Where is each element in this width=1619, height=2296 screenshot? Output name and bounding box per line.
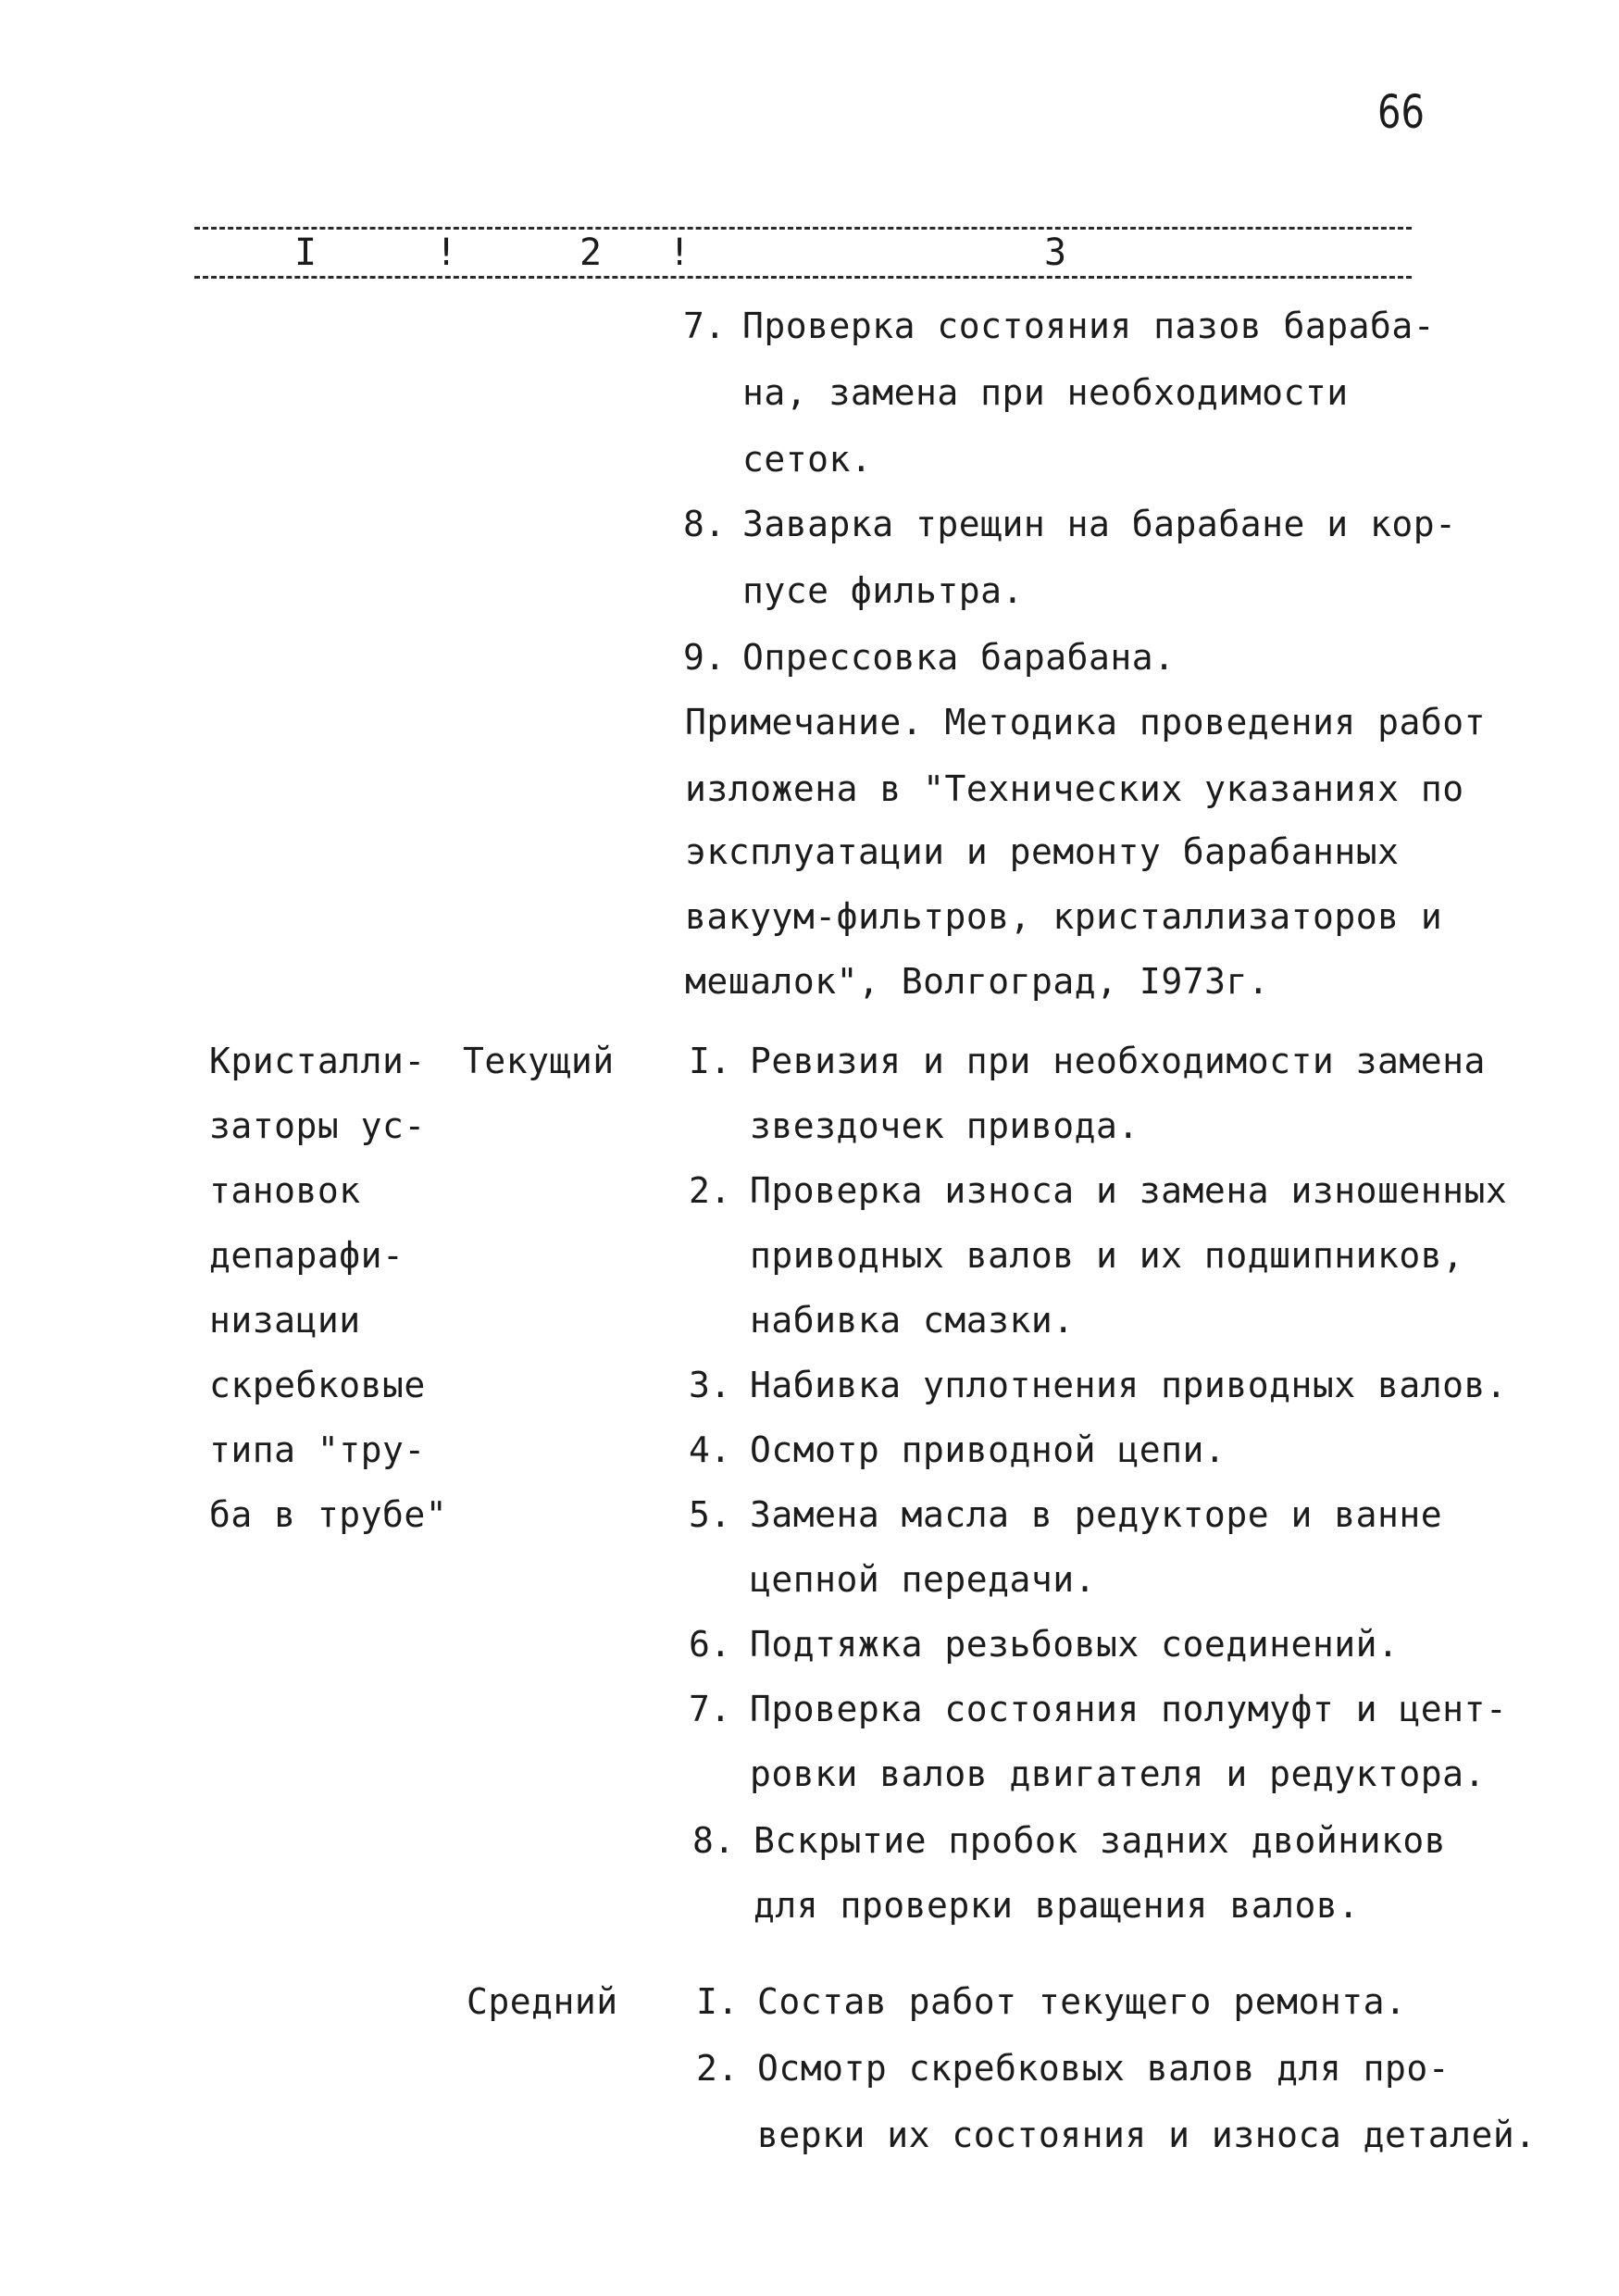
table-header-col3: 3 xyxy=(1044,231,1067,274)
item-number: I. xyxy=(696,1981,739,2022)
equipment-line: типа "тру- xyxy=(209,1429,426,1470)
item-number: 4. xyxy=(689,1429,731,1470)
note-line: эксплуатации и ремонту барабанных xyxy=(685,831,1400,872)
item-text-line: верки их состояния и износа деталей. xyxy=(757,2115,1537,2155)
equipment-line: заторы ус- xyxy=(209,1105,426,1146)
item-text-line: ровки валов двигателя и редуктора. xyxy=(750,1753,1486,1794)
item-text-line: для проверки вращения валов. xyxy=(753,1885,1360,1926)
item-text-line: Осмотр приводной цепи. xyxy=(750,1429,1227,1470)
item-text-line: на, замена при необходимости xyxy=(742,372,1349,413)
item-text-line: Осмотр скребковых валов для про- xyxy=(757,2048,1451,2089)
repair-type: Средний xyxy=(467,1981,618,2022)
note-line: Примечание. Методика проведения работ xyxy=(685,702,1486,742)
item-number: 7. xyxy=(689,1689,731,1729)
repair-type: Текущий xyxy=(463,1041,615,1081)
table-header-col1: I xyxy=(294,231,318,274)
item-number: 6. xyxy=(689,1624,731,1665)
note-line: мешалок", Волгоград, I973г. xyxy=(685,961,1270,1002)
item-text-line: Подтяжка резьбовых соединений. xyxy=(750,1624,1400,1665)
item-number: I. xyxy=(689,1041,731,1081)
equipment-line: ба в трубе" xyxy=(209,1494,448,1535)
page-number: 66 xyxy=(1377,85,1425,139)
table-header-col2: 2 xyxy=(579,231,603,274)
table-rule-top xyxy=(194,227,1412,230)
item-text-line: Проверка износа и замена изношенных xyxy=(750,1170,1508,1211)
item-text-line: Проверка состояния полумуфт и цент- xyxy=(750,1689,1508,1729)
item-text-line: Заварка трещин на барабане и кор- xyxy=(742,504,1457,544)
item-text-line: Ревизия и при необходимости замена xyxy=(750,1041,1486,1081)
item-number: 7. xyxy=(683,306,726,346)
item-text-line: набивка смазки. xyxy=(750,1300,1075,1341)
item-text-line: цепной передачи. xyxy=(750,1559,1097,1600)
item-number: 8. xyxy=(683,504,726,544)
item-text-line: звездочек привода. xyxy=(750,1105,1140,1146)
table-rule-bottom xyxy=(194,276,1412,279)
table-header-sep2: ! xyxy=(668,231,691,274)
item-text-line: пусе фильтра. xyxy=(742,570,1024,611)
equipment-line: Кристалли- xyxy=(209,1041,426,1081)
item-number: 3. xyxy=(689,1365,731,1405)
note-line: изложена в "Технических указаниях по xyxy=(685,768,1464,809)
equipment-line: депарафи- xyxy=(209,1235,405,1276)
item-number: 5. xyxy=(689,1494,731,1535)
equipment-line: тановок xyxy=(209,1170,361,1211)
item-text-line: сеток. xyxy=(742,439,873,480)
item-text-line: Набивка уплотнения приводных валов. xyxy=(750,1365,1508,1405)
item-text-line: Проверка состояния пазов бараба- xyxy=(742,306,1436,346)
equipment-line: низации xyxy=(209,1300,361,1341)
table-header-sep1: ! xyxy=(435,231,458,274)
item-text-line: Опрессовка барабана. xyxy=(742,637,1176,678)
item-text-line: Замена масла в редукторе и ванне xyxy=(750,1494,1443,1535)
item-number: 2. xyxy=(689,1170,731,1211)
item-number: 2. xyxy=(696,2048,739,2089)
note-line: вакуум-фильтров, кристаллизаторов и xyxy=(685,896,1443,937)
item-text-line: Вскрытие пробок задних двойников xyxy=(753,1820,1447,1861)
item-text-line: приводных валов и их подшипников, xyxy=(750,1235,1464,1276)
item-number: 9. xyxy=(683,637,726,678)
item-number: 8. xyxy=(692,1820,735,1861)
item-text-line: Состав работ текущего ремонта. xyxy=(757,1981,1407,2022)
equipment-line: скребковые xyxy=(209,1365,426,1405)
